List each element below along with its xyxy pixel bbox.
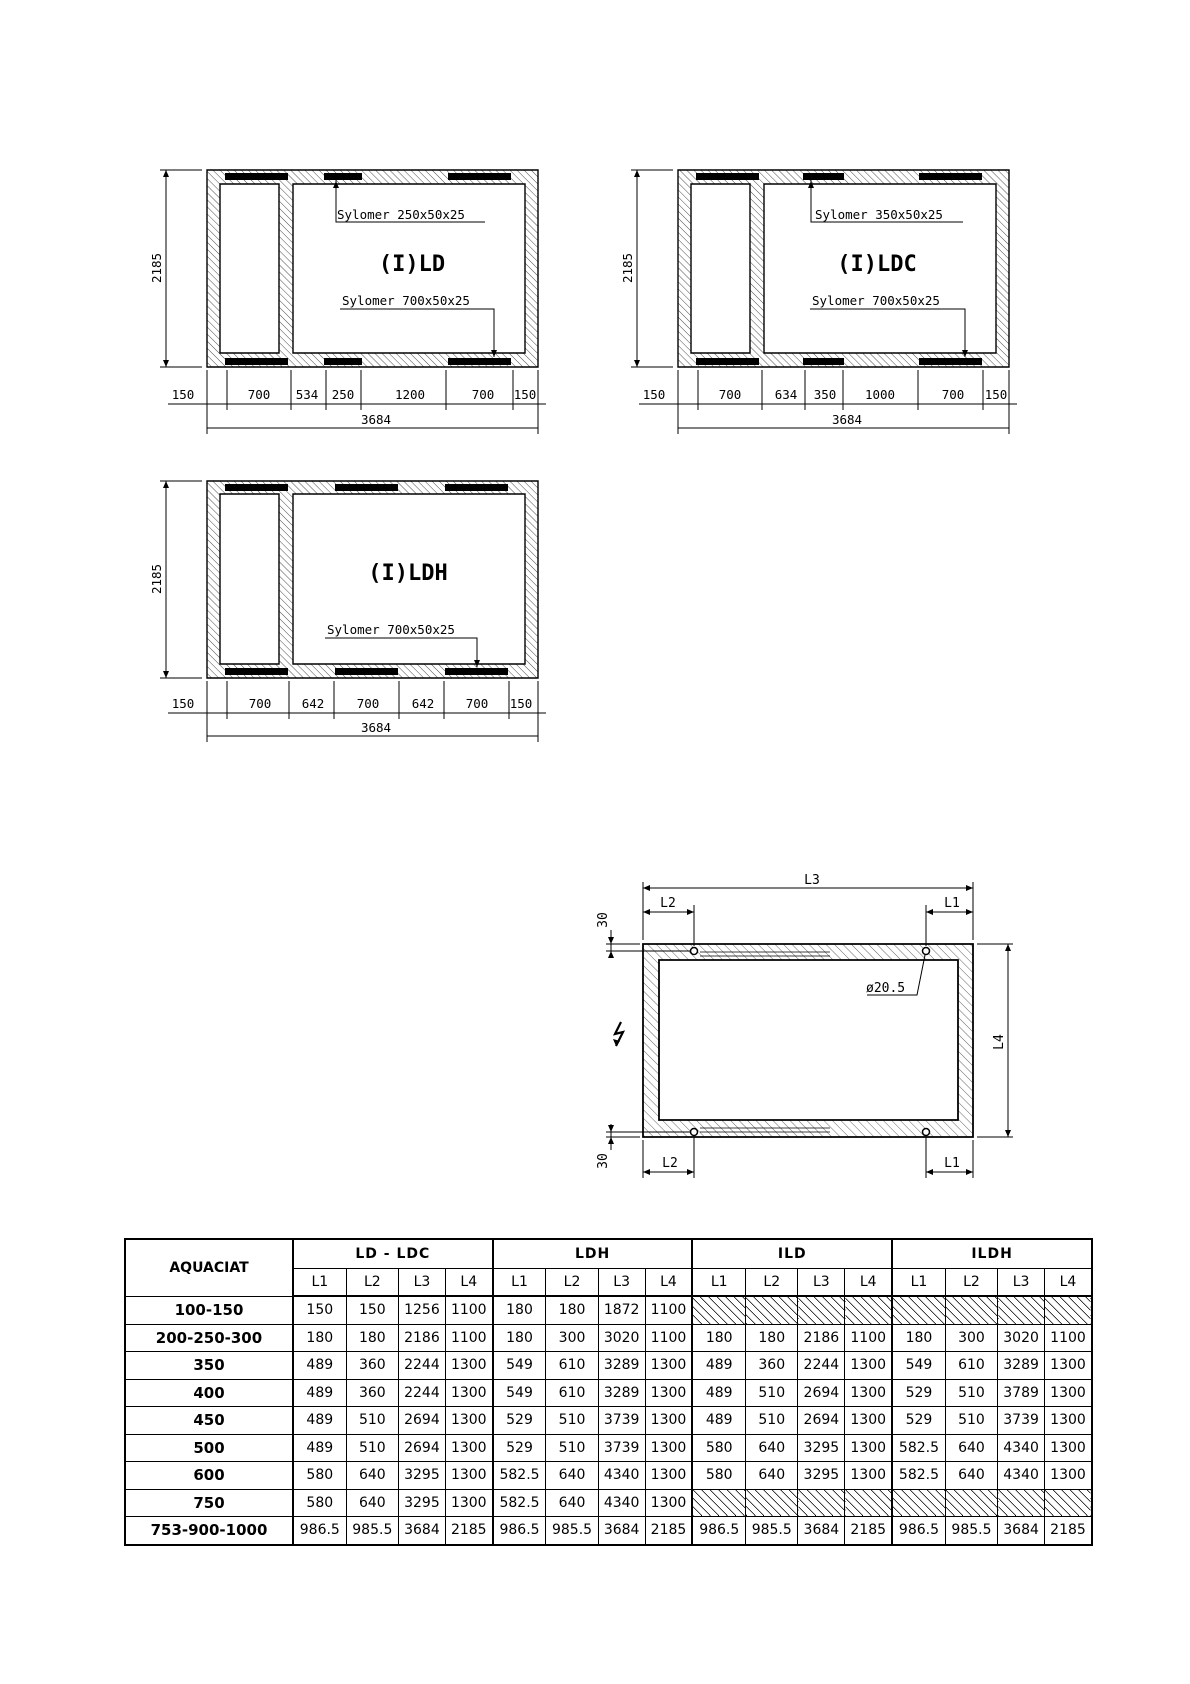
table-cell: 180 xyxy=(493,1324,546,1352)
ld-height-label: 2185 xyxy=(149,252,164,284)
table-cell: 529 xyxy=(892,1379,945,1407)
not-applicable-cell xyxy=(998,1296,1045,1324)
ld-dim-chain xyxy=(168,370,546,434)
ldc-dim-5: 700 xyxy=(941,387,965,402)
ld-dim-6: 150 xyxy=(513,387,537,402)
drawing-ld xyxy=(149,170,546,434)
table-cell: 4340 xyxy=(998,1462,1045,1490)
ldc-dim-6: 150 xyxy=(984,387,1008,402)
ldh-height-label: 2185 xyxy=(149,563,164,595)
fixing-holes xyxy=(691,948,930,1136)
table-corner-header: AQUACIAT xyxy=(125,1239,293,1296)
table-cell: 549 xyxy=(493,1352,546,1380)
table-cell: 529 xyxy=(493,1434,546,1462)
column-header-l4: L4 xyxy=(845,1269,892,1297)
ldc-sylomer-bottom: Sylomer 700x50x25 xyxy=(812,293,940,308)
table-row xyxy=(125,1407,1092,1435)
table-cell: 3684 xyxy=(399,1517,446,1545)
table-cell: 4340 xyxy=(598,1462,645,1490)
hole-bottom-right xyxy=(923,1129,930,1136)
hole-top-left xyxy=(691,948,698,955)
l1-top-dimension xyxy=(926,905,973,946)
table-cell: 640 xyxy=(945,1434,997,1462)
drawing-base-frame xyxy=(596,873,1013,1178)
l2-top-label: L2 xyxy=(660,896,676,911)
ldc-dim-2: 634 xyxy=(774,387,798,402)
table-row xyxy=(125,1352,1092,1380)
table-cell: 1100 xyxy=(445,1324,492,1352)
table-cell: 2185 xyxy=(445,1517,492,1545)
not-applicable-cell xyxy=(746,1489,798,1517)
row-model-label: 753-900-1000 xyxy=(125,1517,293,1545)
base-frame-outline xyxy=(643,944,973,1137)
table-cell: 489 xyxy=(293,1434,346,1462)
drawing-ldc xyxy=(620,170,1017,434)
table-cell: 489 xyxy=(692,1352,745,1380)
ldh-sylomer-bottom: Sylomer 700x50x25 xyxy=(327,622,455,637)
table-cell: 180 xyxy=(746,1324,798,1352)
table-cell: 2186 xyxy=(399,1324,446,1352)
table-cell: 1300 xyxy=(845,1434,892,1462)
row-model-label: 100-150 xyxy=(125,1296,293,1324)
table-cell: 510 xyxy=(945,1407,997,1435)
not-applicable-cell xyxy=(892,1489,945,1517)
l1-bottom-label: L1 xyxy=(944,1156,960,1171)
table-cell: 2185 xyxy=(1044,1517,1092,1545)
ldh-dim-2: 642 xyxy=(301,696,325,711)
row-model-label: 450 xyxy=(125,1407,293,1435)
row-model-label: 400 xyxy=(125,1379,293,1407)
table-cell: 3020 xyxy=(598,1324,645,1352)
table-cell: 1300 xyxy=(1044,1434,1092,1462)
table-cell: 529 xyxy=(892,1407,945,1435)
ldc-total: 3684 xyxy=(831,412,863,427)
table-cell: 580 xyxy=(692,1434,745,1462)
table-cell: 489 xyxy=(293,1407,346,1435)
l3-dimension xyxy=(643,882,973,940)
row-model-label: 750 xyxy=(125,1489,293,1517)
table-cell: 3684 xyxy=(798,1517,845,1545)
ld-total: 3684 xyxy=(360,412,392,427)
column-header-l4: L4 xyxy=(645,1269,692,1297)
table-cell: 2694 xyxy=(798,1379,845,1407)
table-cell: 640 xyxy=(346,1462,398,1490)
table-cell: 2244 xyxy=(399,1379,446,1407)
table-cell: 1300 xyxy=(845,1352,892,1380)
ldh-dim-6: 150 xyxy=(509,696,533,711)
column-header-l1: L1 xyxy=(293,1269,346,1297)
ldc-dim-4: 1000 xyxy=(864,387,896,402)
table-cell: 610 xyxy=(546,1352,598,1380)
table-cell: 3289 xyxy=(998,1352,1045,1380)
table-cell: 1100 xyxy=(845,1324,892,1352)
table-cell: 2694 xyxy=(798,1407,845,1435)
table-cell: 300 xyxy=(945,1324,997,1352)
column-header-l3: L3 xyxy=(399,1269,446,1297)
table-cell: 150 xyxy=(293,1296,346,1324)
table-cell: 510 xyxy=(945,1379,997,1407)
table-cell: 489 xyxy=(692,1407,745,1435)
table-cell: 3289 xyxy=(598,1352,645,1380)
ldc-dim-3: 350 xyxy=(813,387,837,402)
not-applicable-cell xyxy=(798,1296,845,1324)
table-cell: 510 xyxy=(346,1434,398,1462)
table-cell: 1300 xyxy=(445,1407,492,1435)
table-cell: 640 xyxy=(746,1434,798,1462)
table-cell: 180 xyxy=(346,1324,398,1352)
ld-height-dimension xyxy=(160,170,202,367)
ld-dim-1: 700 xyxy=(247,387,271,402)
column-header-l1: L1 xyxy=(892,1269,945,1297)
group-header-ildh: ILDH xyxy=(892,1239,1092,1269)
table-row xyxy=(125,1379,1092,1407)
table-row xyxy=(125,1324,1092,1352)
table-cell: 180 xyxy=(493,1296,546,1324)
table-cell: 985.5 xyxy=(346,1517,398,1545)
table-cell: 549 xyxy=(493,1379,546,1407)
table-cell: 985.5 xyxy=(746,1517,798,1545)
table-row xyxy=(125,1296,1092,1324)
ld-frame xyxy=(207,170,538,367)
table-cell: 580 xyxy=(293,1489,346,1517)
not-applicable-cell xyxy=(892,1296,945,1324)
table-cell: 3295 xyxy=(399,1462,446,1490)
ld-sylomer-pads xyxy=(225,173,511,365)
hole-diameter-label: ø20.5 xyxy=(866,981,906,996)
table-cell: 1300 xyxy=(445,1489,492,1517)
table-cell: 1300 xyxy=(445,1352,492,1380)
table-cell: 580 xyxy=(293,1462,346,1490)
table-cell: 2244 xyxy=(399,1352,446,1380)
table-cell: 2185 xyxy=(845,1517,892,1545)
ld-sylomer-bottom: Sylomer 700x50x25 xyxy=(342,293,470,308)
ld-dim-0: 150 xyxy=(171,387,195,402)
offset-top-label: 30 xyxy=(596,912,611,928)
table-cell: 1300 xyxy=(445,1462,492,1490)
ld-leader-bottom xyxy=(340,309,494,357)
column-header-l2: L2 xyxy=(546,1269,598,1297)
l4-label: L4 xyxy=(992,1034,1007,1050)
table-cell: 489 xyxy=(293,1352,346,1380)
table-cell: 640 xyxy=(546,1489,598,1517)
ldh-dim-0: 150 xyxy=(171,696,195,711)
table-cell: 510 xyxy=(746,1379,798,1407)
table-cell: 510 xyxy=(346,1407,398,1435)
table-cell: 3020 xyxy=(998,1324,1045,1352)
not-applicable-cell xyxy=(945,1296,997,1324)
table-cell: 1300 xyxy=(845,1462,892,1490)
not-applicable-cell xyxy=(845,1296,892,1324)
table-cell: 640 xyxy=(346,1489,398,1517)
table-cell: 360 xyxy=(346,1379,398,1407)
table-cell: 150 xyxy=(346,1296,398,1324)
not-applicable-cell xyxy=(945,1489,997,1517)
ldh-dim-5: 700 xyxy=(465,696,489,711)
table-cell: 582.5 xyxy=(892,1434,945,1462)
ldh-dim-3: 700 xyxy=(356,696,380,711)
ld-dim-4: 1200 xyxy=(394,387,426,402)
hole-bottom-left xyxy=(691,1129,698,1136)
table-cell: 180 xyxy=(892,1324,945,1352)
table-cell: 985.5 xyxy=(945,1517,997,1545)
table-row xyxy=(125,1489,1092,1517)
table-body xyxy=(125,1296,1092,1545)
table-cell: 180 xyxy=(293,1324,346,1352)
ldc-dim-0: 150 xyxy=(642,387,666,402)
table-cell: 3739 xyxy=(598,1407,645,1435)
table-cell: 549 xyxy=(892,1352,945,1380)
row-model-label: 500 xyxy=(125,1434,293,1462)
l3-label: L3 xyxy=(804,873,820,888)
group-header-ld-ldc: LD - LDC xyxy=(293,1239,493,1269)
table-cell: 1300 xyxy=(1044,1462,1092,1490)
column-header-l2: L2 xyxy=(346,1269,398,1297)
table-cell: 610 xyxy=(546,1379,598,1407)
table-cell: 582.5 xyxy=(892,1462,945,1490)
table-cell: 1300 xyxy=(1044,1407,1092,1435)
table-cell: 1872 xyxy=(598,1296,645,1324)
table-cell: 4340 xyxy=(598,1489,645,1517)
column-header-l4: L4 xyxy=(445,1269,492,1297)
column-header-l1: L1 xyxy=(692,1269,745,1297)
ldh-dim-4: 642 xyxy=(411,696,435,711)
ldc-height-label: 2185 xyxy=(620,252,635,284)
table-cell: 1300 xyxy=(645,1462,692,1490)
table-cell: 3739 xyxy=(998,1407,1045,1435)
ldh-sylomer-pads xyxy=(225,484,508,675)
table-cell: 986.5 xyxy=(493,1517,546,1545)
table-cell: 2244 xyxy=(798,1352,845,1380)
ld-dim-3: 250 xyxy=(331,387,355,402)
table-row xyxy=(125,1517,1092,1545)
table-cell: 2186 xyxy=(798,1324,845,1352)
not-applicable-cell xyxy=(845,1489,892,1517)
row-model-label: 350 xyxy=(125,1352,293,1380)
table-cell: 489 xyxy=(293,1379,346,1407)
ldc-dim-1: 700 xyxy=(718,387,742,402)
table-cell: 2185 xyxy=(645,1517,692,1545)
ldh-title: (I)LDH xyxy=(368,561,448,586)
group-header-ldh: LDH xyxy=(493,1239,693,1269)
table-cell: 3295 xyxy=(798,1462,845,1490)
hole-top-right xyxy=(923,948,930,955)
table-cell: 4340 xyxy=(998,1434,1045,1462)
not-applicable-cell xyxy=(798,1489,845,1517)
table-cell: 3684 xyxy=(998,1517,1045,1545)
table-cell: 1100 xyxy=(445,1296,492,1324)
ld-dim-2: 534 xyxy=(295,387,319,402)
table-cell: 300 xyxy=(546,1324,598,1352)
table-cell: 510 xyxy=(546,1407,598,1435)
ldh-total: 3684 xyxy=(360,720,392,735)
table-cell: 640 xyxy=(945,1462,997,1490)
table-cell: 3295 xyxy=(399,1489,446,1517)
l2-top-dimension xyxy=(643,905,694,946)
table-cell: 1100 xyxy=(645,1296,692,1324)
table-cell: 1300 xyxy=(645,1407,692,1435)
table-cell: 3739 xyxy=(598,1434,645,1462)
offset-bottom-label: 30 xyxy=(596,1153,611,1169)
table-cell: 582.5 xyxy=(493,1489,546,1517)
table-cell: 1300 xyxy=(645,1352,692,1380)
ldc-dim-chain xyxy=(639,370,1017,434)
table-cell: 610 xyxy=(945,1352,997,1380)
ld-sylomer-top: Sylomer 250x50x25 xyxy=(337,207,465,222)
l1-top-label: L1 xyxy=(944,896,960,911)
column-header-l4: L4 xyxy=(1044,1269,1092,1297)
column-header-l3: L3 xyxy=(998,1269,1045,1297)
base-frame-rails xyxy=(700,952,830,1132)
table-cell: 1300 xyxy=(1044,1352,1092,1380)
dimensions-table xyxy=(124,1238,1093,1546)
not-applicable-cell xyxy=(746,1296,798,1324)
table-cell: 2694 xyxy=(399,1434,446,1462)
group-header-ild: ILD xyxy=(692,1239,892,1269)
table-cell: 3789 xyxy=(998,1379,1045,1407)
table-cell: 986.5 xyxy=(692,1517,745,1545)
table-cell: 3295 xyxy=(798,1434,845,1462)
ldc-height-dimension xyxy=(631,170,673,367)
table-cell: 640 xyxy=(546,1462,598,1490)
not-applicable-cell xyxy=(1044,1296,1092,1324)
table-cell: 360 xyxy=(746,1352,798,1380)
ld-title: (I)LD xyxy=(378,252,446,277)
drawing-ldh xyxy=(149,481,546,742)
not-applicable-cell xyxy=(692,1489,745,1517)
ldh-leader-bottom xyxy=(325,638,477,667)
table-cell: 510 xyxy=(546,1434,598,1462)
table-cell: 1300 xyxy=(845,1379,892,1407)
table-cell: 1300 xyxy=(645,1434,692,1462)
l2-bottom-label: L2 xyxy=(662,1156,678,1171)
table-cell: 1300 xyxy=(445,1379,492,1407)
ldc-title: (I)LDC xyxy=(837,252,917,277)
table-cell: 489 xyxy=(692,1379,745,1407)
table-cell: 580 xyxy=(692,1462,745,1490)
table-cell: 985.5 xyxy=(546,1517,598,1545)
table-cell: 3684 xyxy=(598,1517,645,1545)
table-cell: 180 xyxy=(692,1324,745,1352)
table-cell: 986.5 xyxy=(892,1517,945,1545)
table-cell: 360 xyxy=(346,1352,398,1380)
column-header-l3: L3 xyxy=(798,1269,845,1297)
table-cell: 1300 xyxy=(1044,1379,1092,1407)
column-header-l2: L2 xyxy=(746,1269,798,1297)
table-cell: 2694 xyxy=(399,1407,446,1435)
ldh-dim-1: 700 xyxy=(248,696,272,711)
ldc-sylomer-top: Sylomer 350x50x25 xyxy=(815,207,943,222)
table-row xyxy=(125,1462,1092,1490)
table-cell: 986.5 xyxy=(293,1517,346,1545)
table-cell: 180 xyxy=(546,1296,598,1324)
table-cell: 582.5 xyxy=(493,1462,546,1490)
table-cell: 3289 xyxy=(598,1379,645,1407)
ldh-dim-chain xyxy=(168,681,546,742)
table-cell: 1100 xyxy=(645,1324,692,1352)
column-header-l2: L2 xyxy=(945,1269,997,1297)
table-cell: 529 xyxy=(493,1407,546,1435)
row-model-label: 200-250-300 xyxy=(125,1324,293,1352)
row-model-label: 600 xyxy=(125,1462,293,1490)
column-header-l3: L3 xyxy=(598,1269,645,1297)
table-cell: 1300 xyxy=(645,1379,692,1407)
table-cell: 1100 xyxy=(1044,1324,1092,1352)
column-header-l1: L1 xyxy=(493,1269,546,1297)
ldc-leader-bottom xyxy=(810,309,965,357)
table-row xyxy=(125,1434,1092,1462)
table-cell: 1256 xyxy=(399,1296,446,1324)
table-cell: 640 xyxy=(746,1462,798,1490)
table-cell: 1300 xyxy=(645,1489,692,1517)
ldh-height-dimension xyxy=(160,481,202,678)
not-applicable-cell xyxy=(692,1296,745,1324)
table-cell: 1300 xyxy=(845,1407,892,1435)
table-cell: 1300 xyxy=(445,1434,492,1462)
table-cell: 510 xyxy=(746,1407,798,1435)
ld-dim-5: 700 xyxy=(471,387,495,402)
not-applicable-cell xyxy=(998,1489,1045,1517)
not-applicable-cell xyxy=(1044,1489,1092,1517)
